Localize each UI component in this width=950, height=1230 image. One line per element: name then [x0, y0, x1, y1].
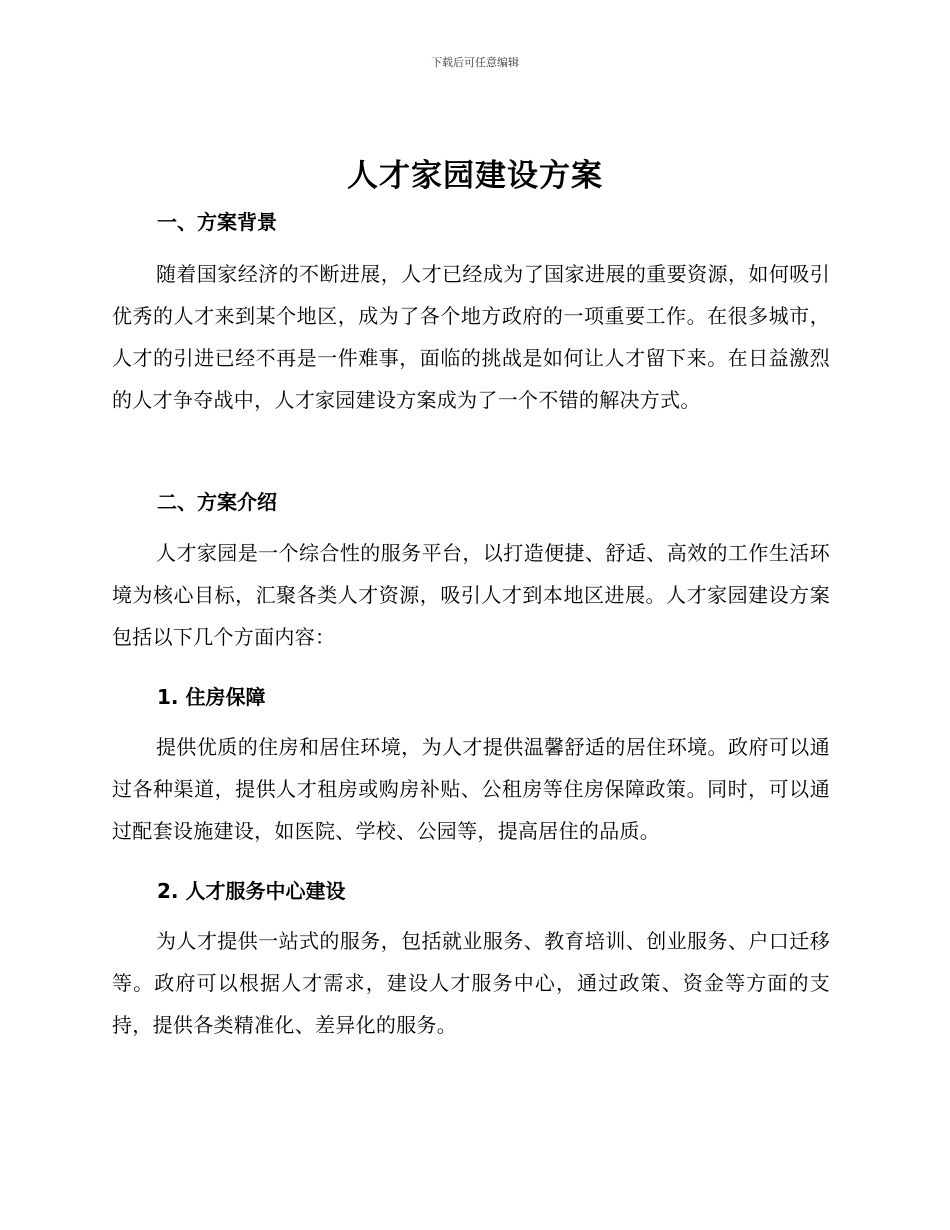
section-paragraph-background: 随着国家经济的不断进展，人才已经成为了国家进展的重要资源，如何吸引优秀的人才来到某个地区，成为了各个地方政府的一项重要工作。在很多城市，人才的引进已经不再是一件难事，面临的挑战是如何让人才留下来。在日益激烈的人才争夺战中，人才家园建设方案成为了一个不错的解决方式。 — [112, 262, 830, 412]
section-heading-introduction: 二、方案介绍 — [157, 490, 277, 514]
section-paragraph-introduction: 人才家园是一个综合性的服务平台，以打造便捷、舒适、高效的工作生活环境为核心目标，汇聚各类人才资源，吸引人才到本地区进展。人才家园建设方案包括以下几个方面内容： — [112, 541, 830, 649]
section-heading-background: 一、方案背景 — [157, 210, 277, 234]
section-paragraph-housing: 提供优质的住房和居住环境，为人才提供温馨舒适的居住环境。政府可以通过各种渠道，提供人才租房或购房补贴、公租房等住房保障政策。同时，可以通过配套设施建设，如医院、学校、公园等，提高居住的品质。 — [112, 735, 830, 843]
document-title: 人才家园建设方案 — [347, 158, 603, 194]
section-paragraph-service-center: 为人才提供一站式的服务，包括就业服务、教育培训、创业服务、户口迁移等。政府可以根据人才需求，建设人才服务中心，通过政策、资金等方面的支持，提供各类精准化、差异化的服务。 — [112, 929, 830, 1037]
section-heading-service-center: 2. 人才服务中心建设 — [157, 879, 346, 903]
header-note: 下载后可任意编辑 — [431, 56, 519, 69]
section-heading-housing: 1. 住房保障 — [157, 685, 266, 709]
